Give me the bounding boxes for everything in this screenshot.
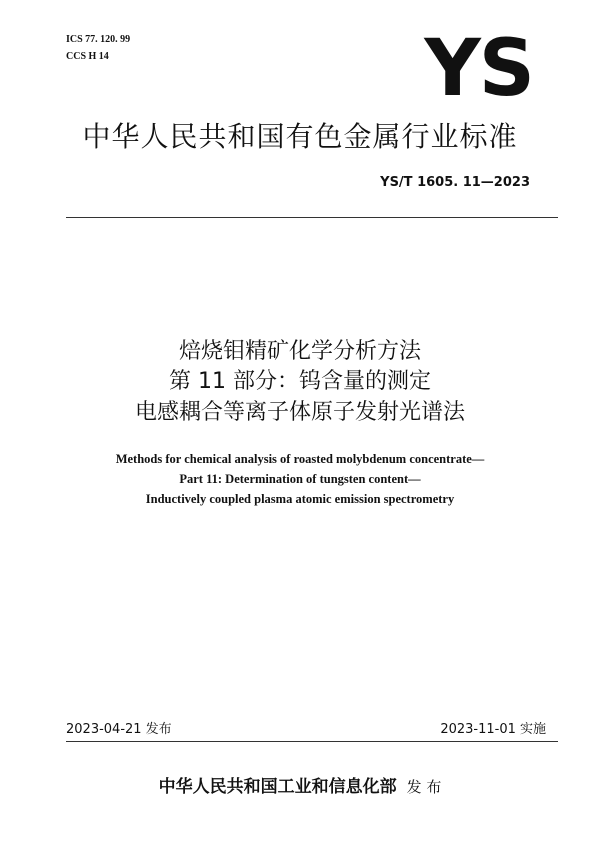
implementation-date: 2023-11-01 实施	[440, 722, 546, 737]
issuer-name: 中华人民共和国工业和信息化部	[158, 777, 397, 797]
standard-name: 中华人民共和国有色金属行业标准	[82, 120, 518, 153]
ics-code: ICS 77. 120. 99	[66, 34, 131, 45]
divider-bottom	[66, 741, 558, 742]
issuer-suffix: 发 布	[406, 778, 442, 796]
standard-code: YS/T 1605. 11—2023	[380, 175, 530, 190]
ccs-code: CCS H 14	[66, 51, 109, 62]
ys-logo: YS	[424, 24, 533, 114]
title-en-line-1: Methods for chemical analysis of roasted molybdenum concentrate—	[115, 452, 485, 466]
title-en-line-3: Inductively coupled plasma atomic emission spectrometry	[145, 492, 455, 506]
issue-date: 2023-04-21 发布	[66, 722, 172, 737]
issuer	[0, 776, 600, 798]
title-cn-line-2: 第 11 部分：钨含量的测定	[169, 369, 431, 394]
divider-top	[66, 217, 558, 218]
title-cn-line-3: 电感耦合等离子体原子发射光谱法	[134, 400, 465, 425]
title-en-line-2: Part 11: Determination of tungsten content—	[179, 472, 421, 486]
title-cn-line-1: 焙烧钼精矿化学分析方法	[178, 339, 421, 364]
